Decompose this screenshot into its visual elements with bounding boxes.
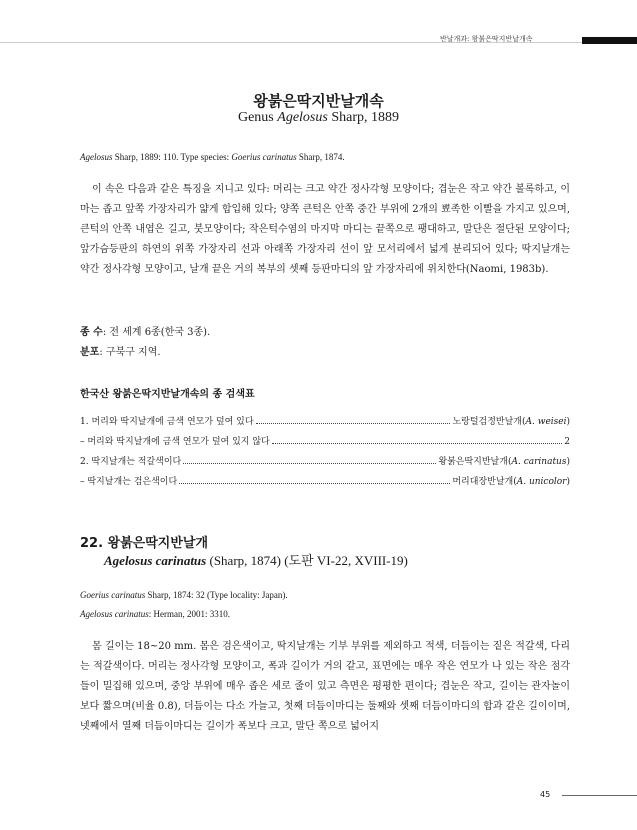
key-result-sci: A. carinatus (511, 457, 567, 467)
genus-title-english (0, 110, 637, 126)
header-bar (582, 37, 637, 44)
key-leader-dots (183, 455, 436, 464)
genus-prefix: Genus (237, 110, 278, 125)
key-row-right (564, 437, 570, 447)
key-row (80, 434, 570, 450)
key-result-end: ) (566, 477, 570, 487)
type-genus: Agelosus (80, 152, 113, 162)
key-row (80, 414, 570, 430)
key-row-right (438, 454, 570, 467)
type-text-2: Sharp, 1874. (296, 152, 345, 162)
key-row (80, 454, 570, 470)
page-number: 45 (540, 790, 551, 799)
key-row-right (452, 414, 570, 427)
species-authority: (Sharp, 1874) (도판 VI-22, XVIII-19) (206, 553, 408, 568)
key-row-left: – 딱지날개는 검은색이다 (80, 477, 178, 487)
key-result: 왕붉은딱지반날개( (438, 457, 512, 467)
type-species-line (80, 150, 570, 164)
key-result: 노랑털검정반날개( (452, 417, 526, 427)
species-count (80, 323, 570, 343)
synonym-name: Agelosus carinatus (80, 609, 149, 619)
distribution-label: 분포 (80, 347, 100, 358)
distribution-value: : 구북구 지역. (99, 347, 161, 358)
distribution (80, 343, 570, 363)
key-row (80, 474, 570, 490)
key-result-end: ) (566, 417, 570, 427)
key-heading: 한국산 왕붉은딱지반날개속의 종 검색표 (80, 389, 255, 400)
synonym-name: Goerius carinatus (80, 590, 146, 600)
type-species-name: Goerius carinatus (231, 152, 297, 162)
key-leader-dots (256, 415, 451, 424)
genus-name: Agelosus (277, 110, 328, 125)
footer-rule (562, 795, 637, 796)
synonym-line (80, 607, 570, 621)
genus-authority: Sharp, 1889 (327, 110, 399, 125)
key-row-left: 2. 딱지날개는 적갈색이다 (80, 457, 182, 467)
species-count-label: 종 수 (80, 327, 103, 338)
species-title: 22. 왕붉은딱지반날개 (80, 536, 209, 551)
key-leader-dots (272, 435, 563, 444)
synonym-line (80, 588, 570, 602)
species-count-value: : 전 세계 6종(한국 3종). (102, 327, 211, 338)
synonym-ref: Sharp, 1874: 32 (Type locality: Japan). (145, 590, 288, 600)
genus-title-korean: 왕붉은딱지반날개속 (253, 92, 384, 110)
genus-description: 이 속은 다음과 같은 특징을 지니고 있다: 머리는 크고 약간 정사각형 모양이다; 겹눈은 작고 약간 볼록하고, 이마는 좁고 앞쪽 가장자리가 얇게 합입해 있다; 양쪽 큰턱은 안쪽 중간 부위에 2개의 뾰족한 이빨을 가지고 있으며, 큰턱의 안쪽 내엽은 길고, 붓모양이다; 작은턱수염의 마지막 마디는 끝쪽으로 팽대하고, 말단은 절단된 모양이다; 앞가슴등판의 하연의 위쪽 가장자리 선과 아래쪽 가장자리 선이 앞 모서리에서 넓게 분리되어 있다; 딱지날개는 약간 정사각형 모양이고, 날개 끝은 거의 복부의 셋째 등판마디의 앞 가장자리에 위치한다(Naomi, 1983b). (80, 184, 570, 275)
species-description: 몸 길이는 18~20 mm. 몸은 검은색이고, 딱지날개는 기부 부위를 제외하고 적색, 더듬이는 짙은 적갈색, 다리는 적갈색이다. 머리는 정사각형 모양이고, 폭과 길이가 거의 같고, 표면에는 매우 작은 연모가 나 있는 작은 점각들이 밀집해 있으며, 중앙 부위에 매우 좁은 세로 줄이 있고 측면은 평평한 편이다; 겹눈은 작고, 길이는 관자놀이보다 짧으며(비율 0.8), 더듬이는 다소 가늘고, 첫째 더듬이마디는 둘째와 셋째 더듬이마디의 합과 같은 길이이며, 넷째에서 열째 더듬이마디는 길이가 폭보다 크고, 말단 쪽으로 넓어지 (80, 641, 570, 732)
key-result-end: ) (566, 457, 570, 467)
running-title: 반날개과: 왕붉은딱지반날개속 (440, 35, 533, 43)
key-row-left: 1. 머리와 딱지날개에 금색 연모가 덮여 있다 (80, 417, 254, 427)
key-row-right (452, 474, 570, 487)
key-result-sci: A. unicolor (516, 477, 567, 487)
species-sci-name: Agelosus carinatus (104, 553, 207, 568)
key-result: 머리대장반날개( (452, 477, 517, 487)
key-result: 2 (564, 437, 570, 447)
header-rule (0, 42, 637, 43)
species-scientific-line (104, 550, 408, 569)
type-text-1: Sharp, 1889: 110. Type species: (112, 152, 232, 162)
key-leader-dots (179, 475, 450, 484)
synonym-ref: : Herman, 2001: 3310. (148, 609, 230, 619)
key-row-left: – 머리와 딱지날개에 금색 연모가 덮여 있지 않다 (80, 437, 270, 447)
key-result-sci: A. weisei (525, 417, 567, 427)
